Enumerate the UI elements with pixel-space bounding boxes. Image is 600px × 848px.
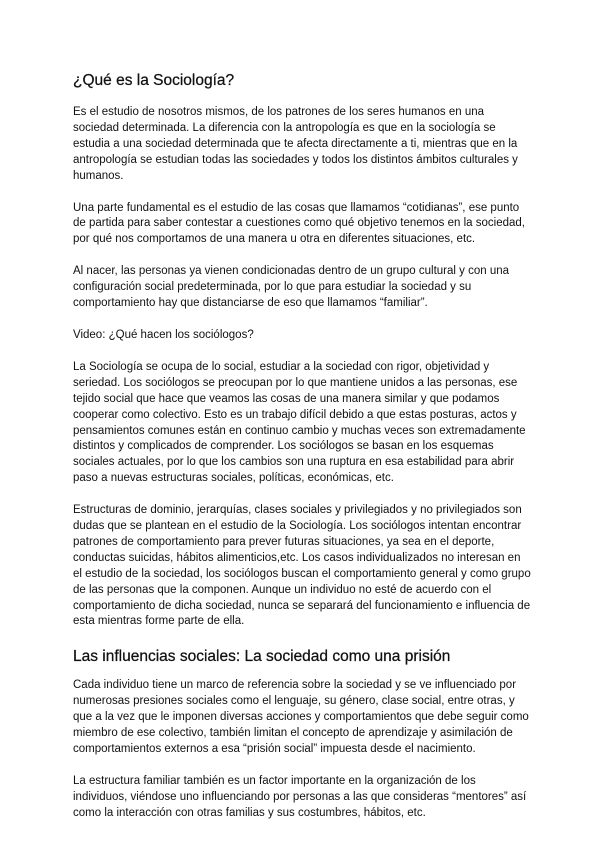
paragraph-framework: Cada individuo tiene un marco de referencia sobre la sociedad y se ve influenciado por numerosas presiones sociales como el lenguaje, su género, clase social, entre otras, y que a la vez que le imponen diversas acciones y comportamientos que debe seguir como miembro de ese colectivo, también limitan el concepto de aprendizaje y asimilación de comportamientos externos a esa “prisión social” impuesta desde el nacimiento. xyxy=(73,679,529,755)
paragraph-familiar: Al nacer, las personas ya vienen condicionadas dentro de un grupo cultural y con una configuración social predeterminada, por lo que para estudiar la sociedad y su comportamiento hay que distanciarse de eso que llamamos “familiar”. xyxy=(73,265,510,310)
paragraph-structures: Estructuras de dominio, jerarquías, clases sociales y privilegiados y no privilegiados son dudas que se plantean en el estudio de la Sociología. Los sociólogos intentan encontrar patrones de comportamiento para prever futuras situaciones, ya sea en el deporte, conductas suicidas, hábitos alimenticios,etc. Los casos individualizados no interesan en el estudio de la sociedad, los sociólogos buscan el comportamiento general y como grupo de las personas que la componen. Aunque un individuo no esté de acuerdo con el comportamiento de dicha sociedad, nunca se separará del funcionamiento e influencia de esta mientras forme parte de ella. xyxy=(73,504,531,628)
paragraph-definition: Es el estudio de nosotros mismos, de los patrones de los seres humanos en una sociedad determinada. La diferencia con la antropología es que en la sociología se estudia a una sociedad determinada que te afecta directamente a ti, mientras que en la antropología se estudian todas las sociedades y todos los distintos ámbitos culturales y humanos. xyxy=(73,106,518,182)
paragraph-cotidianas: Una parte fundamental es el estudio de las cosas que llamamos “cotidianas”, ese punto de partida para saber contestar a cuestiones como qué objetivo tenemos en la sociedad, por qué nos comportamos de una manera u otra en diferentes situaciones, etc. xyxy=(73,201,525,246)
paragraph-family: La estructura familiar también es un factor importante en la organización de los individuos, viéndose uno influenciando por personas a las que consideras “mentores” así como la interacción con otras familias y sus costumbres, hábitos, etc. xyxy=(73,774,527,819)
page-title: ¿Qué es la Sociología? xyxy=(73,72,235,89)
document-body xyxy=(73,72,531,838)
section-title: Las influencias sociales: La sociedad como una prisión xyxy=(73,648,451,666)
paragraph-video: Video: ¿Qué hacen los sociólogos? xyxy=(73,328,254,341)
paragraph-social: La Sociología se ocupa de lo social, estudiar a la sociedad con rigor, objetividad y seriedad. Los sociólogos se preocupan por lo que mantiene unidos a las personas, ese tejido social que hace que veamos las cosas de una manera similar y que podamos cooperar como colectivo. Esto es un trabajo difícil debido a que estas posturas, actos y pensamientos comunes están en continuo cambio y muchas veces son extremadamente distintos y complicados de comprender. Los sociólogos se basan en los esquemas sociales actuales, por lo que los cambios son una ruptura en esa estabilidad para abrir paso a nuevas estructuras sociales, políticas, económicas, etc. xyxy=(73,360,526,485)
